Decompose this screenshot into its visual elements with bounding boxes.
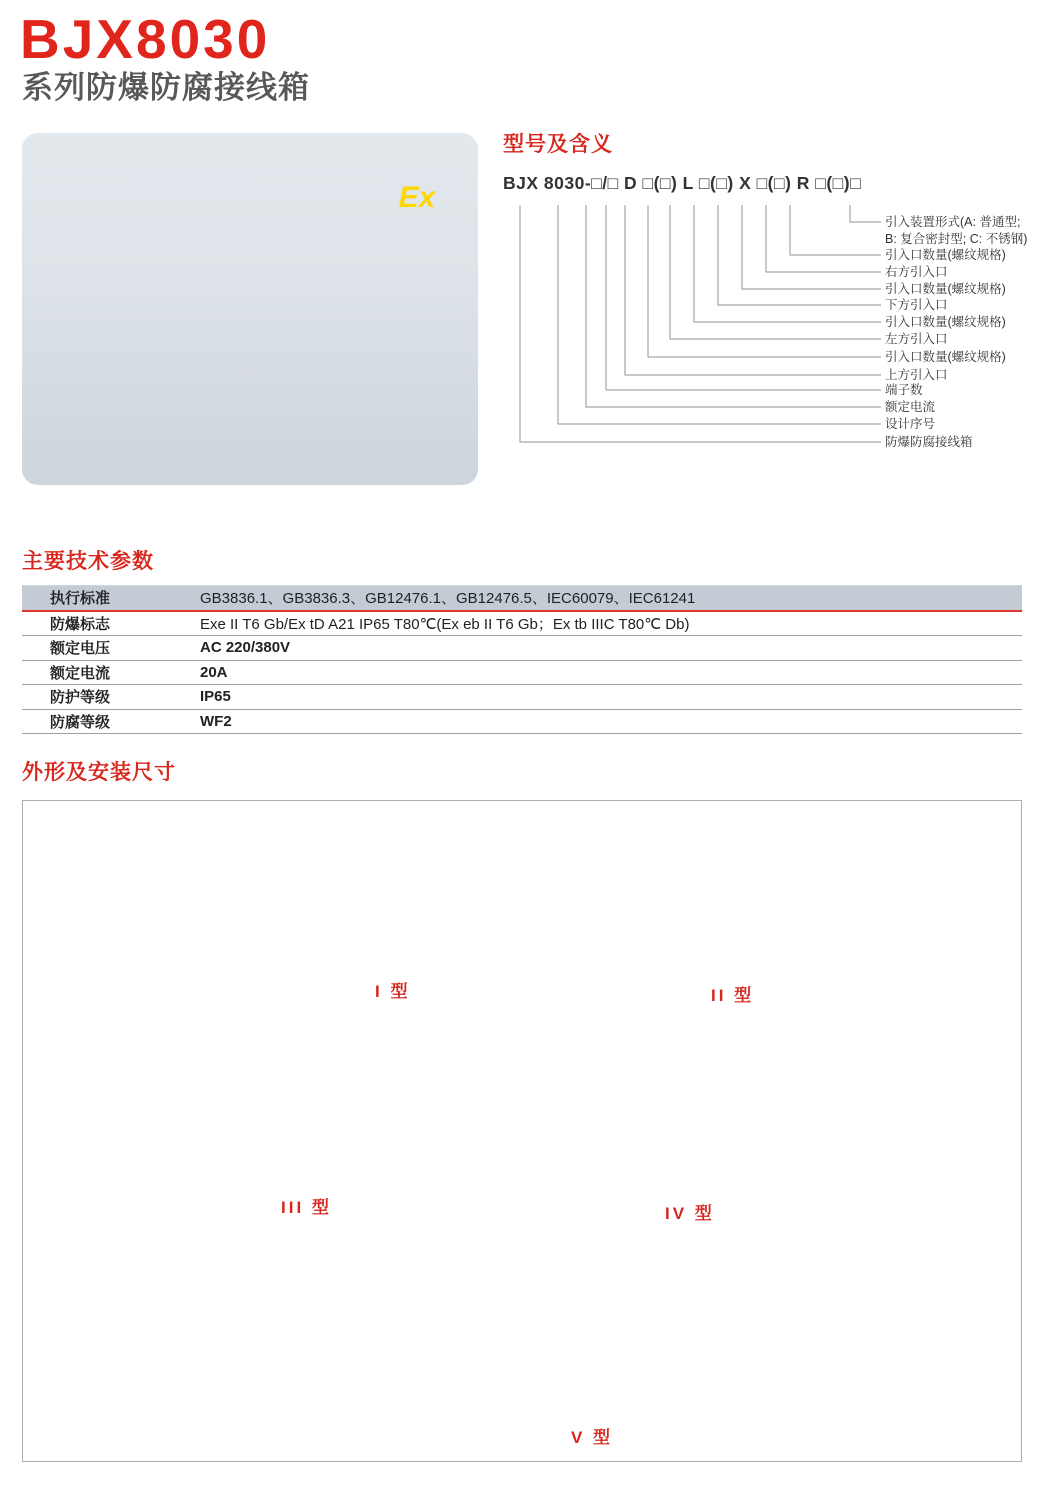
model-label: 上方引入口 (885, 368, 948, 382)
param-row (22, 586, 1022, 611)
param-label: 防护等级 (50, 689, 111, 707)
param-value: AC 220/380V (200, 639, 291, 657)
type-label-5: V 型 (571, 1428, 614, 1447)
page-subtitle: 系列防爆防腐接线箱 (22, 70, 310, 105)
dimension-drawings-panel (22, 800, 1022, 1462)
type-label-3: III 型 (281, 1198, 332, 1217)
param-value: GB3836.1、GB3836.3、GB12476.1、GB12476.5、IEC60079、IEC61241 (200, 590, 696, 608)
param-row (22, 636, 1022, 661)
product-photo (22, 133, 478, 485)
ex-certification-badge (365, 143, 470, 248)
model-label: 右方引入口 (885, 265, 948, 279)
type-label-2: II 型 (711, 986, 755, 1005)
model-label: 引入口数量(螺纹规格) (885, 315, 1006, 329)
param-row (22, 660, 1022, 685)
param-label: 额定电压 (50, 640, 111, 658)
param-row (22, 685, 1022, 710)
model-label: 设计序号 (885, 417, 936, 431)
model-label: 防爆防腐接线箱 (885, 435, 973, 449)
ex-badge-text: Ex (398, 181, 436, 214)
param-row (22, 611, 1022, 636)
model-section-heading: 型号及含义 (503, 133, 613, 156)
param-label: 防爆标志 (50, 615, 111, 633)
type-label-4: IV 型 (665, 1204, 715, 1223)
dims-section-heading: 外形及安装尺寸 (22, 761, 176, 784)
param-label: 执行标准 (50, 590, 111, 608)
model-label: 下方引入口 (885, 298, 948, 312)
param-value: Exe II T6 Gb/Ex tD A21 IP65 T80℃(Ex eb II T6 Gb；Ex tb IIIC T80℃ Db) (200, 615, 690, 633)
param-label: 额定电流 (50, 664, 111, 682)
model-label: 额定电流 (885, 400, 936, 414)
param-value: IP65 (200, 688, 231, 706)
page-title: BJX8030 (20, 8, 271, 70)
model-label: 引入口数量(螺纹规格) (885, 350, 1006, 364)
model-label: B: 复合密封型; C: 不锈钢) (885, 232, 1028, 246)
param-row (22, 709, 1022, 734)
param-value: 20A (200, 663, 228, 681)
type-label-1: I 型 (375, 982, 411, 1001)
model-label: 端子数 (885, 383, 923, 397)
model-code: BJX 8030-□/□ D □(□) L □(□) X □(□) R □(□)□ (503, 173, 862, 193)
model-label: 引入口数量(螺纹规格) (885, 248, 1006, 262)
model-label: 引入口数量(螺纹规格) (885, 282, 1006, 296)
params-section-heading: 主要技术参数 (22, 550, 154, 573)
model-meaning-diagram (503, 196, 1038, 464)
param-label: 防腐等级 (50, 713, 111, 731)
model-label: 引入装置形式(A: 普通型; (885, 215, 1021, 229)
model-label: 左方引入口 (885, 332, 948, 346)
param-value: WF2 (200, 712, 232, 730)
params-table (22, 585, 1022, 734)
